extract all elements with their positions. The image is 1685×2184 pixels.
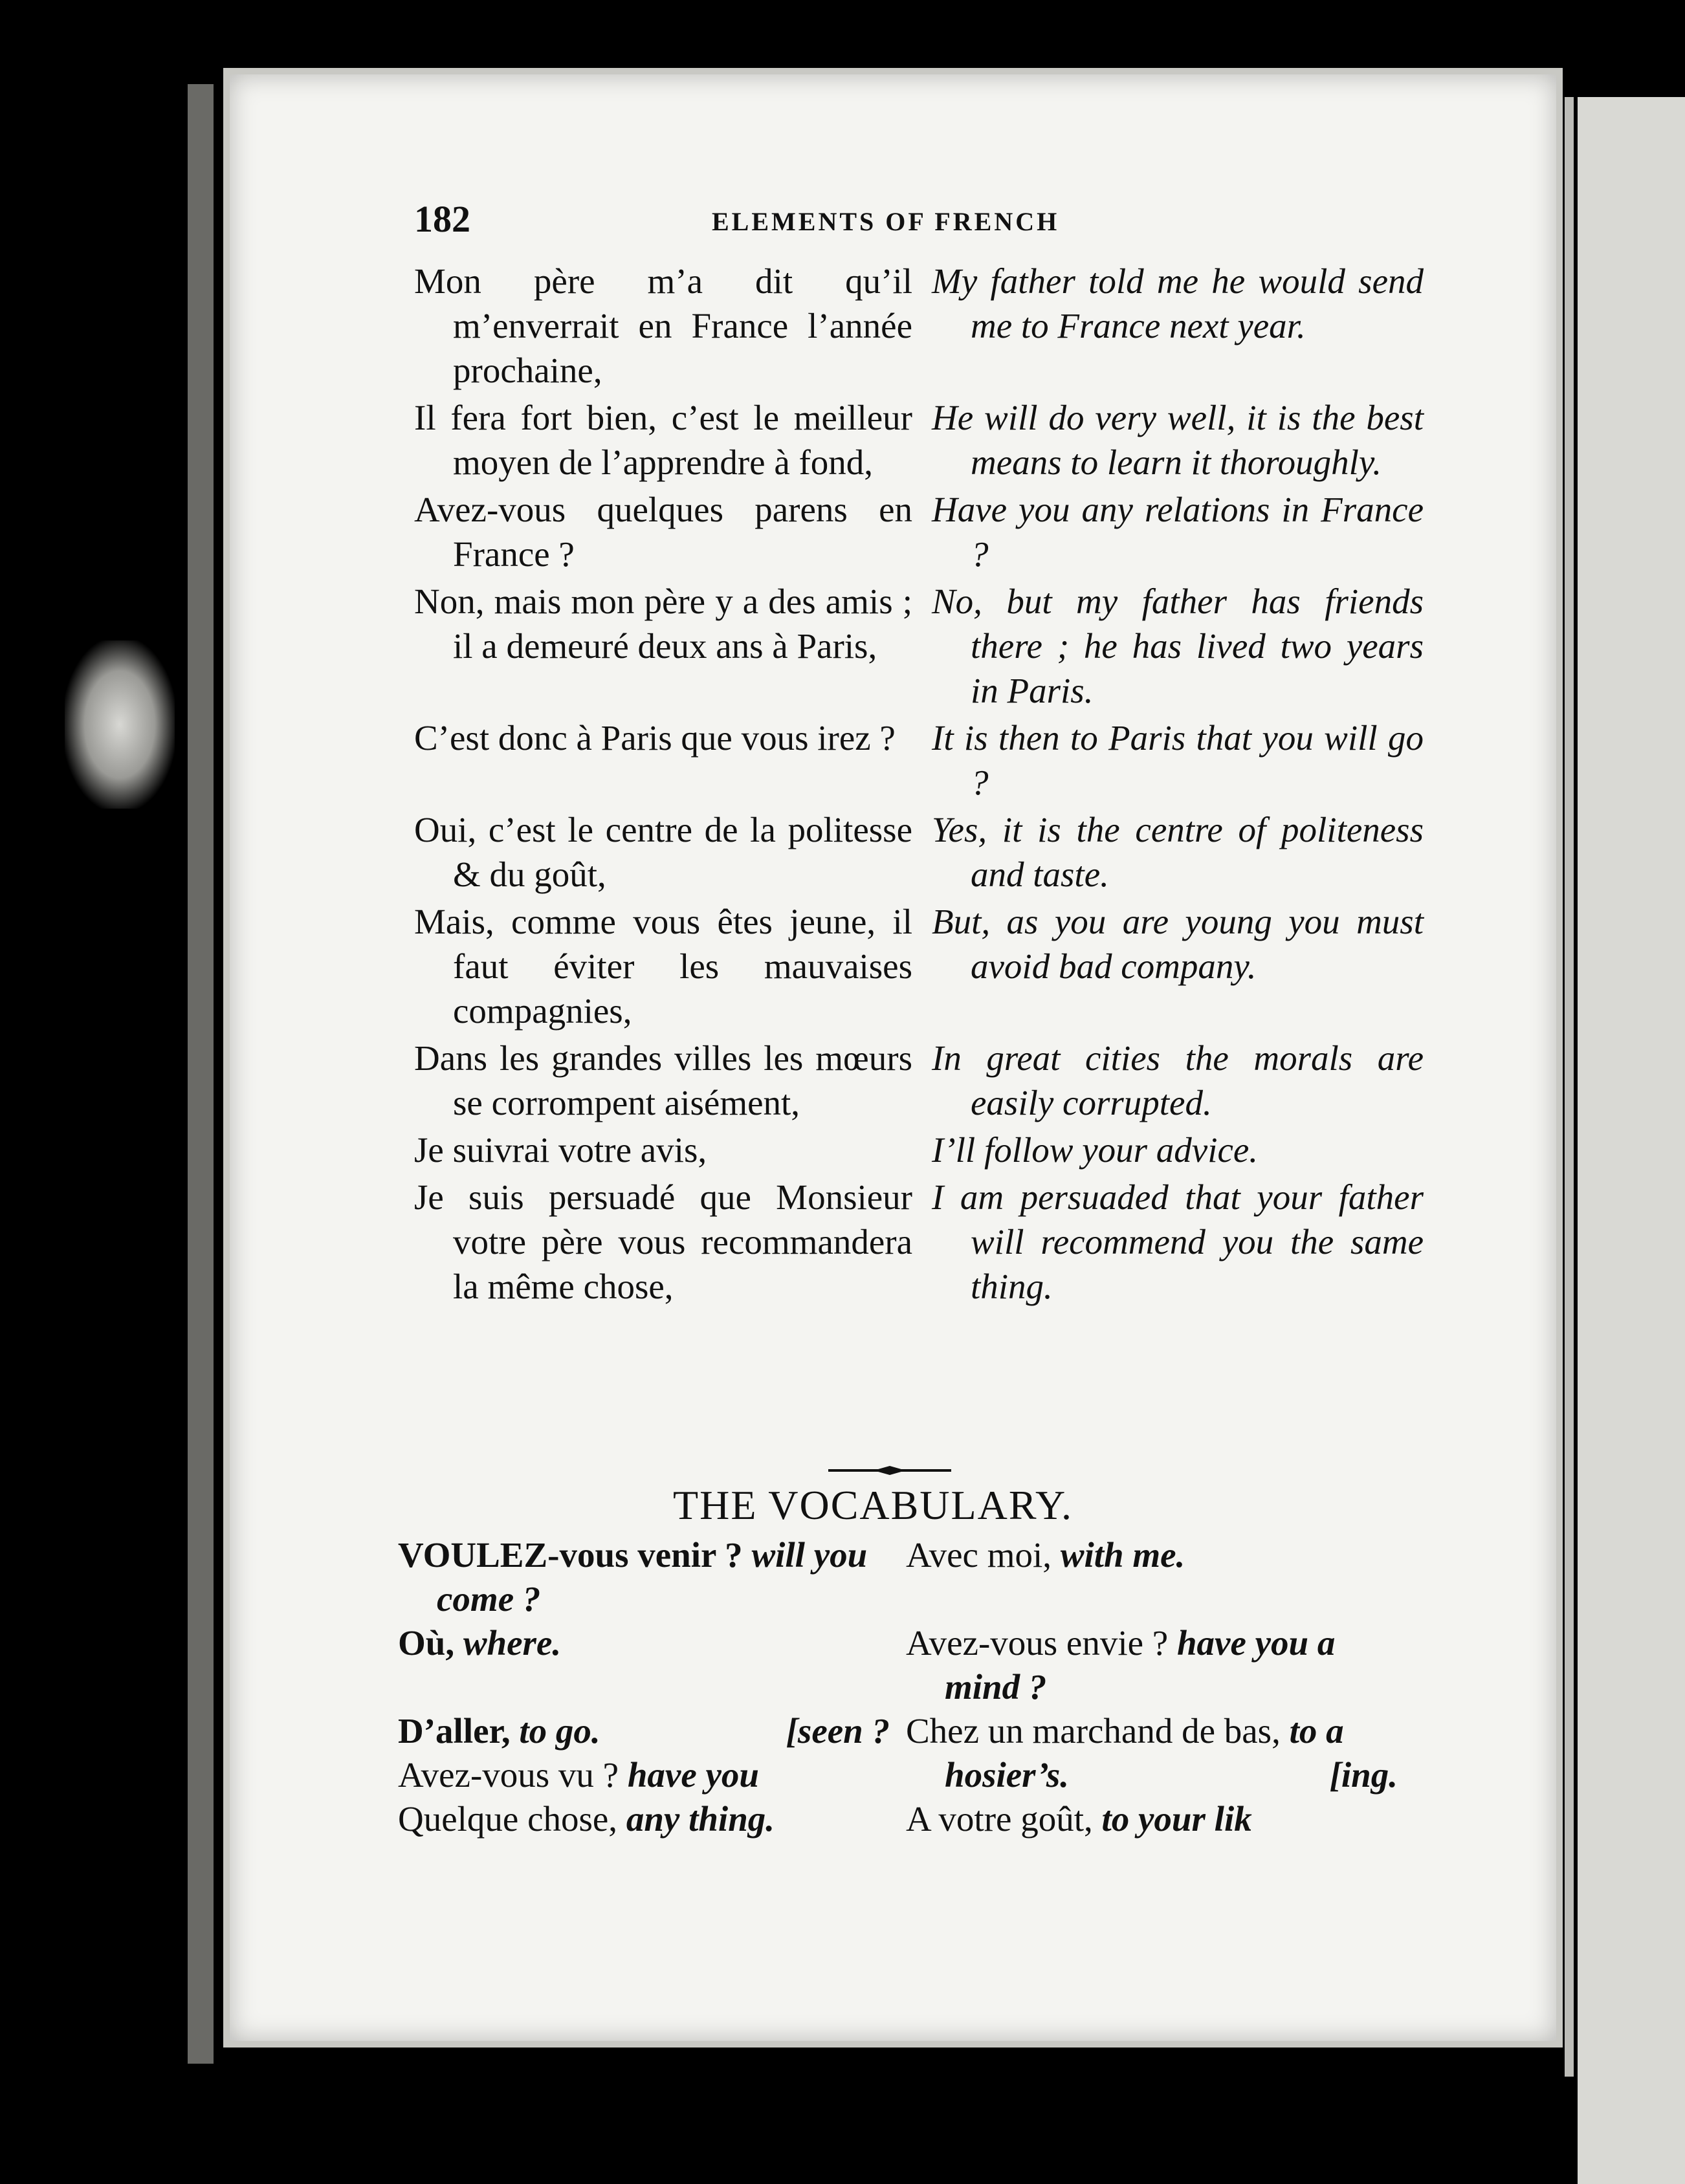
dialogue-row xyxy=(414,1175,1424,1309)
section-ornament xyxy=(828,1465,951,1476)
vocab-entry xyxy=(398,1533,890,1621)
vocab-french: Quelque chose, xyxy=(398,1799,618,1839)
vocab-french: Chez un marchand de bas, xyxy=(906,1711,1281,1751)
vocabulary-column-right xyxy=(906,1533,1398,1841)
vocab-french: VOULEZ-vous venir ? xyxy=(398,1535,743,1575)
dialogue-row xyxy=(414,395,1424,485)
vocab-english: will you come ? xyxy=(437,1535,868,1619)
book-spine xyxy=(188,84,214,2064)
vocab-entry xyxy=(398,1797,890,1841)
running-title: ELEMENTS OF FRENCH xyxy=(712,207,1060,236)
vocab-entry xyxy=(398,1709,890,1753)
dialogue-row xyxy=(414,579,1424,713)
paper-damage-mark xyxy=(65,640,175,809)
french-line: Oui, c’est le centre de la politesse & du goût, xyxy=(414,810,912,894)
french-line: Dans les grandes villes les mœurs se corrompent aisément, xyxy=(414,1038,912,1122)
french-line: Mon père m’a dit qu’il m’enverrait en France l’année prochaine, xyxy=(414,261,912,390)
vocab-english: any thing. xyxy=(626,1799,775,1839)
vocab-french: Avec moi, xyxy=(906,1535,1052,1575)
french-line: Mais, comme vous êtes jeune, il faut éviter les mauvaises compagnies, xyxy=(414,902,912,1031)
vocab-entry xyxy=(906,1797,1398,1841)
vocab-gap xyxy=(398,1665,890,1709)
page-edge xyxy=(1565,97,1574,2077)
english-line: It is then to Paris that you will go ? xyxy=(932,718,1424,802)
vocab-english: where. xyxy=(463,1623,562,1663)
english-line: But, as you are young you must avoid bad company. xyxy=(932,902,1424,986)
vocabulary-column-left xyxy=(398,1533,890,1841)
vocab-entry xyxy=(906,1709,1398,1797)
dialogue-table xyxy=(414,259,1424,1311)
dialogue-row xyxy=(414,1128,1424,1172)
vocab-english: to a hosier’s. xyxy=(945,1711,1344,1795)
vocab-entry xyxy=(398,1621,890,1665)
vocabulary-title: THE VOCABULARY. xyxy=(673,1482,1073,1528)
english-line: Yes, it is the centre of politeness and taste. xyxy=(932,810,1424,894)
english-line: In great cities the morals are easily corrupted. xyxy=(932,1038,1424,1122)
vocab-french: Où, xyxy=(398,1623,455,1663)
english-line: Have you any relations in France ? xyxy=(932,490,1424,574)
adjacent-page-edge xyxy=(1578,97,1685,2184)
vocabulary-list xyxy=(398,1533,1414,1870)
vocab-continuation: [ing. xyxy=(1329,1755,1398,1795)
vocab-english: have you xyxy=(627,1755,760,1795)
english-line: My father told me he would send me to France next year. xyxy=(932,261,1424,345)
vocab-english: have you a mind ? xyxy=(945,1623,1336,1707)
english-line: I’ll follow your advice. xyxy=(932,1130,1259,1170)
vocab-english: to your lik xyxy=(1101,1799,1252,1839)
vocab-french: Avez-vous envie ? xyxy=(906,1623,1169,1663)
dialogue-row xyxy=(414,1036,1424,1125)
vocab-english: to go. xyxy=(519,1711,600,1751)
vocab-continuation: [seen ? xyxy=(786,1711,890,1751)
dialogue-row xyxy=(414,899,1424,1033)
vocab-french: Avez-vous vu ? xyxy=(398,1755,619,1795)
page-header xyxy=(414,197,1424,256)
page-number: 182 xyxy=(414,198,470,240)
vocab-entry xyxy=(398,1753,890,1797)
vocab-gap xyxy=(906,1577,1398,1621)
dialogue-row xyxy=(414,807,1424,897)
french-line: Avez-vous quelques parens en France ? xyxy=(414,490,912,574)
dialogue-row xyxy=(414,487,1424,576)
vocab-entry xyxy=(906,1621,1398,1709)
english-line: No, but my father has friends there ; he has lived two years in Paris. xyxy=(932,582,1424,710)
vocab-english: with me. xyxy=(1060,1535,1185,1575)
french-line: Non, mais mon père y a des amis ; il a demeuré deux ans à Paris, xyxy=(414,582,912,666)
french-line: C’est donc à Paris que vous irez ? xyxy=(414,718,896,758)
french-line: Je suis persuadé que Monsieur votre père vous recommandera la même chose, xyxy=(414,1177,912,1306)
dialogue-row xyxy=(414,715,1424,805)
english-line: He will do very well, it is the best means to learn it thoroughly. xyxy=(932,398,1424,482)
french-line: Il fera fort bien, c’est le meilleur moyen de l’apprendre à fond, xyxy=(414,398,912,482)
dialogue-row xyxy=(414,259,1424,393)
vocab-french: D’aller, xyxy=(398,1711,511,1751)
french-line: Je suivrai votre avis, xyxy=(414,1130,707,1170)
english-line: I am persuaded that your father will recommend you the same thing. xyxy=(932,1177,1424,1306)
vocab-entry xyxy=(906,1533,1398,1577)
vocab-french: A votre goût, xyxy=(906,1799,1093,1839)
